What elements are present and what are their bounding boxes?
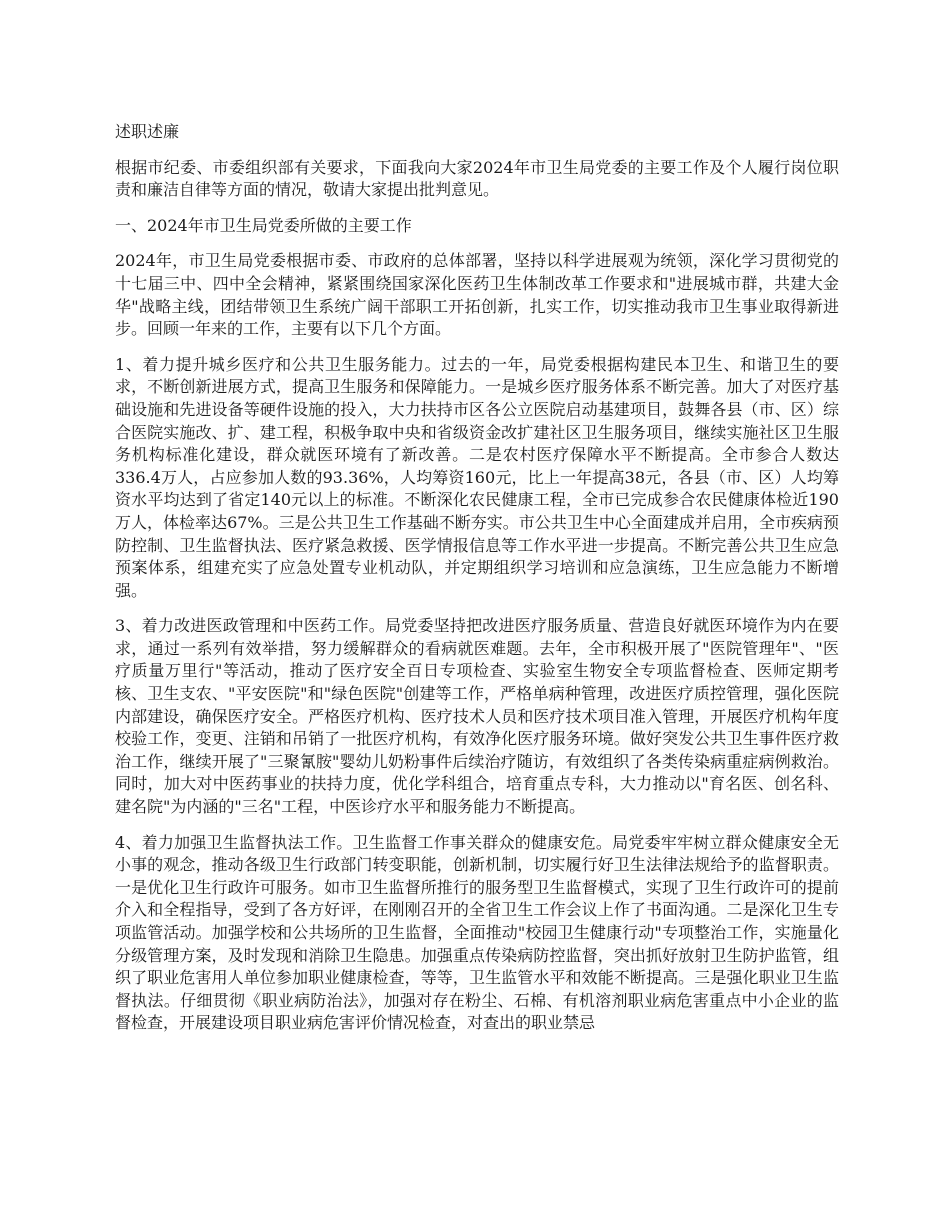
body-paragraph: 2024年，市卫生局党委根据市委、市政府的总体部署，坚持以科学进展观为统领，深化学习贯彻党的十七届三中、四中全会精神，紧紧围绕国家深化医药卫生体制改革工作要求和"进展城市群，共建大金华"战略主线，团结带领卫生系统广阔干部职工开拓创新，扎实工作，切实推动我市卫生事业取得新进步。回顾一年来的工作，主要有以下几个方面。	[115, 251, 839, 339]
body-paragraph: 4、着力加强卫生监督执法工作。卫生监督工作事关群众的健康安危。局党委牢牢树立群众健康安全无小事的观念，推动各级卫生行政部门转变职能，创新机制，切实履行好卫生法律法规给予的监督职责。一是优化卫生行政许可服务。如市卫生监督所推行的服务型卫生监督模式，实现了卫生行政许可的提前介入和全程指导，受到了各方好评，在刚刚召开的全省卫生工作会议上作了书面沟通。二是深化卫生专项监管活动。加强学校和公共场所的卫生监督，全面推动"校园卫生健康行动"专项整治工作，实施量化分级管理方案，及时发现和消除卫生隐患。加强重点传染病防控监督，突出抓好放射卫生防护监管，组织了职业危害用人单位参加职业健康检查，等等，卫生监管水平和效能不断提高。三是强化职业卫生监督执法。仔细贯彻《职业病防治法》，加强对存在粉尘、石棉、有机溶剂职业病危害重点中小企业的监督检查，开展建设项目职业病危害评价情况检查，对查出的职业禁忌	[115, 832, 839, 1033]
document-page	[115, 121, 839, 1048]
intro-paragraph: 根据市纪委、市委组织部有关要求，下面我向大家2024年市卫生局党委的主要工作及个人履行岗位职责和廉洁自律等方面的情况，敬请大家提出批判意见。	[115, 157, 839, 200]
body-paragraph: 1、着力提升城乡医疗和公共卫生服务能力。过去的一年，局党委根据构建民本卫生、和谐卫生的要求，不断创新进展方式，提高卫生服务和保障能力。一是城乡医疗服务体系不断完善。加大了对医疗基础设施和先进设备等硬件设施的投入，大力扶持市区各公立医院启动基建项目，鼓舞各县（市、区）综合医院实施改、扩、建工程，积极争取中央和省级资金改扩建社区卫生服务项目，继续实施社区卫生服务机构标准化建设，群众就医环境有了新改善。二是农村医疗保障水平不断提高。全市参合人数达336.4万人，占应参加人数的93.36%，人均筹资160元，比上一年提高38元，各县（市、区）人均筹资水平均达到了省定140元以上的标准。不断深化农民健康工程，全市已完成参合农民健康体检近190万人，体检率达67%。三是公共卫生工作基础不断夯实。市公共卫生中心全面建成并启用，全市疾病预防控制、卫生监督执法、医疗紧急救援、医学情报信息等工作水平进一步提高。不断完善公共卫生应急预案体系，组建充实了应急处置专业机动队，并定期组织学习培训和应急演练，卫生应急能力不断增强。	[115, 354, 839, 600]
section-heading: 一、2024年市卫生局党委所做的主要工作	[115, 215, 412, 235]
body-paragraph: 3、着力改进医政管理和中医药工作。局党委坚持把改进医疗服务质量、营造良好就医环境作为内在要求，通过一系列有效举措，努力缓解群众的看病就医难题。去年，全市积极开展了"医院管理年"、"医疗质量万里行"等活动，推动了医疗安全百日专项检查、实验室生物安全专项监督检查、医师定期考核、卫生支农、"平安医院"和"绿色医院"创建等工作，严格单病种管理，改进医疗质控管理，强化医院内部建设，确保医疗安全。严格医疗机构、医疗技术人员和医疗技术项目准入管理，开展医疗机构年度校验工作，变更、注销和吊销了一批医疗机构，有效净化医疗服务环境。做好突发公共卫生事件医疗救治工作，继续开展了"三聚氰胺"婴幼儿奶粉事件后续治疗随访，有效组织了各类传染病重症病例救治。同时，加大对中医药事业的扶持力度，优化学科组合，培育重点专科，大力推动以"育名医、创名科、建名院"为内涵的"三名"工程，中医诊疗水平和服务能力不断提高。	[115, 616, 839, 817]
document-title: 述职述廉	[115, 122, 180, 141]
